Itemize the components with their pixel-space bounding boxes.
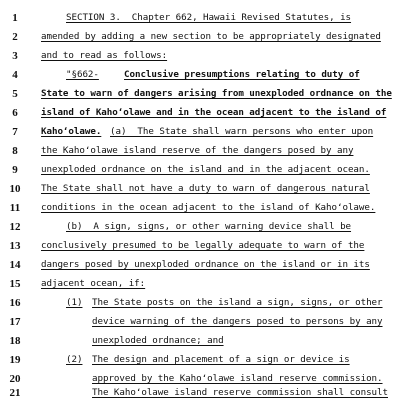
line-text: unexploded ordnance on the island and in the adjacent ocean.	[41, 164, 370, 175]
line-number: 4	[12, 69, 18, 81]
line-number: 7	[12, 126, 18, 138]
line-number: 21	[9, 387, 21, 399]
line-text: The design and placement of a sign or device is	[92, 354, 350, 365]
text-line	[0, 332, 400, 350]
line-text: amended by adding a new section to be appropriately designated	[41, 31, 381, 42]
text-line	[0, 161, 400, 179]
line-number: 11	[9, 202, 21, 214]
line-text: the Kahoʻolawe island reserve of the dangers posed by any	[41, 145, 354, 156]
text-line	[0, 351, 400, 369]
line-number: 9	[12, 164, 18, 176]
text-line	[0, 294, 400, 312]
line-text: adjacent ocean, if:	[41, 278, 146, 289]
line-number: 3	[12, 50, 18, 62]
text-line	[0, 47, 400, 65]
line-number: 1	[12, 12, 18, 24]
line-text: (b) A sign, signs, or other warning device shall be	[66, 221, 352, 232]
line-number: 5	[12, 88, 18, 100]
line-text: conditions in the ocean adjacent to the island of Kahoʻolawe.	[41, 202, 376, 213]
line-number: 12	[9, 221, 21, 233]
line-text: conclusively presumed to be legally adequate to warn of the	[41, 240, 365, 251]
line-number: 17	[9, 316, 21, 328]
line-text: dangers posed by unexploded ordnance on the island or in its	[41, 259, 370, 270]
line-number: 18	[9, 335, 21, 347]
text-line	[0, 218, 400, 236]
text-line	[0, 256, 400, 274]
line-number: 14	[9, 259, 21, 271]
text-line	[0, 142, 400, 160]
text-line	[0, 66, 400, 84]
section-heading: Conclusive presumptions relating to duty of	[124, 69, 360, 80]
line-text: device warning of the dangers posed to persons by any	[92, 316, 383, 327]
text-line	[0, 237, 400, 255]
line-number: 19	[9, 354, 21, 366]
section-heading: Kahoʻolawe.	[41, 126, 102, 137]
line-text: The State shall not have a duty to warn of dangerous natural	[41, 183, 370, 194]
line-text: unexploded ordnance; and	[92, 335, 224, 346]
line-number: 10	[9, 183, 21, 195]
line-number: 13	[9, 240, 21, 252]
line-text: SECTION 3. Chapter 662, Hawaii Revised Statutes, is	[66, 12, 352, 23]
line-number: 16	[9, 297, 21, 309]
text-line	[0, 123, 400, 141]
text-line	[0, 28, 400, 46]
text-line	[0, 313, 400, 331]
line-number: 8	[12, 145, 18, 157]
line-text: The State posts on the island a sign, signs, or other	[92, 297, 383, 308]
text-line	[0, 9, 400, 27]
text-line	[0, 199, 400, 217]
text-line	[0, 104, 400, 122]
line-text: and to read as follows:	[41, 50, 168, 61]
line-text: (a) The State shall warn persons who enter upon	[110, 126, 374, 137]
text-line	[0, 275, 400, 293]
line-number: 2	[12, 31, 18, 43]
item-marker: (2)	[66, 354, 83, 365]
line-number: 15	[9, 278, 21, 290]
text-line	[0, 384, 400, 402]
item-marker: (1)	[66, 297, 83, 308]
section-number: "§662-	[66, 69, 99, 80]
section-heading: State to warn of dangers arising from unexploded ordnance on the	[41, 88, 392, 99]
line-number: 20	[9, 373, 21, 385]
text-line	[0, 85, 400, 103]
line-text: approved by the Kahoʻolawe island reserve commission.	[92, 373, 383, 384]
text-line	[0, 180, 400, 198]
line-number: 6	[12, 107, 18, 119]
section-heading: island of Kahoʻolawe and in the ocean adjacent to the island of	[41, 107, 387, 118]
line-text: The Kahoʻolawe island reserve commission shall consult	[92, 387, 388, 398]
